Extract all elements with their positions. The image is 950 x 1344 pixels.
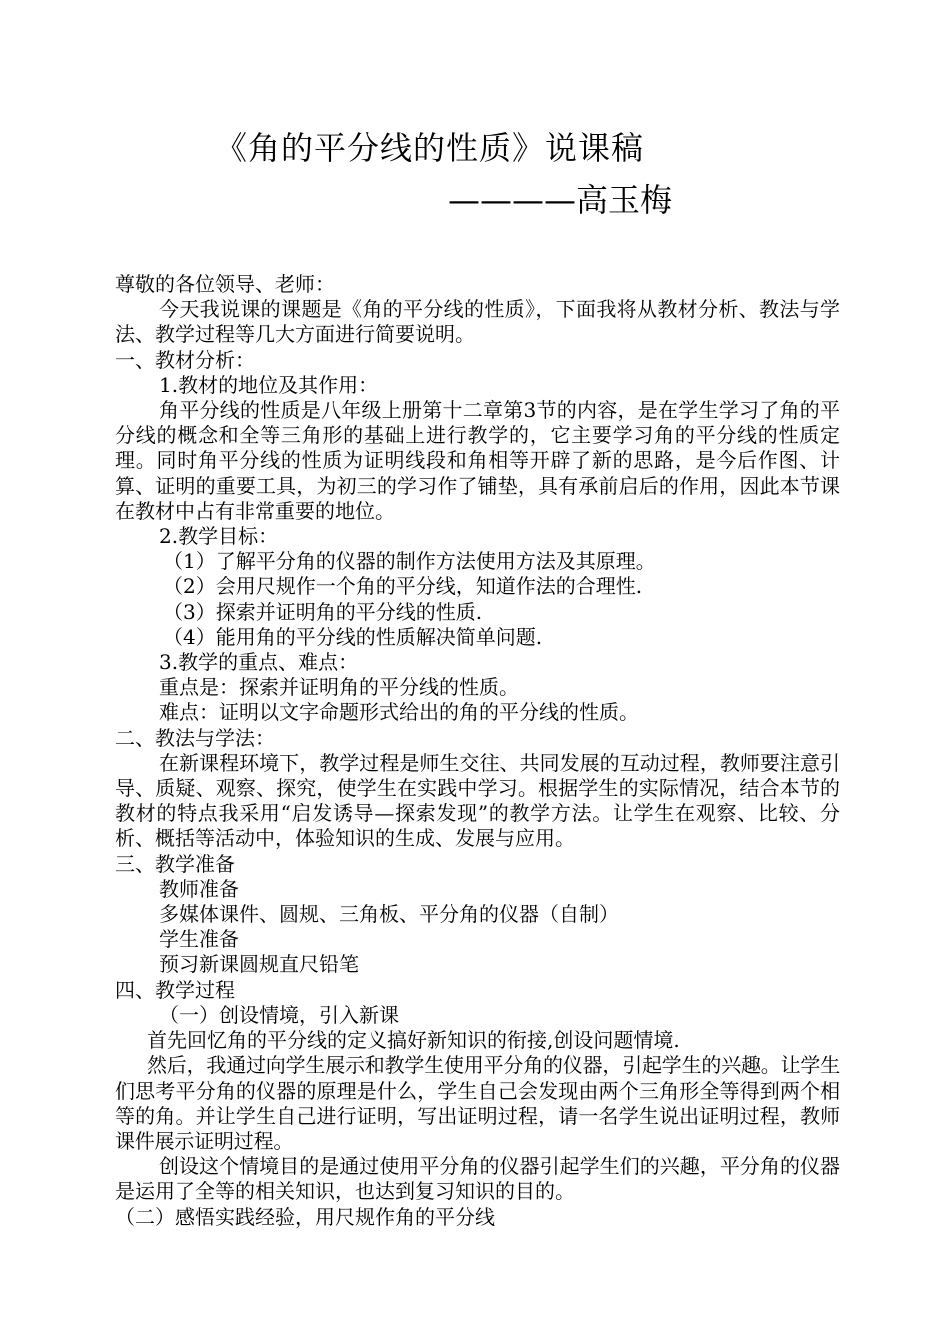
body-line: 预习新课圆规直尺铅笔: [159, 952, 359, 977]
body-paragraph: 创设这个情境目的是通过使用平分角的仪器引起学生们的兴趣，平分角的仪器是运用了全等的相关知识，也达到复习知识的目的。: [115, 1154, 840, 1204]
section-heading: 四、教学过程: [115, 977, 235, 1002]
list-item: （2）会用尺规作一个角的平分线，知道作法的合理性.: [163, 574, 643, 599]
document-body: [115, 272, 840, 1230]
section-heading: 一、教材分析：: [115, 347, 255, 372]
subsection-heading: （二）感悟实践经验，用尺规作角的平分线: [115, 1204, 495, 1229]
section-heading: 三、教学准备: [115, 851, 235, 876]
body-paragraph: 角平分线的性质是八年级上册第十二章第3节的内容，是在学生学习了角的平分线的概念和全等三角形的基础上进行教学的，它主要学习角的平分线的性质定理。同时角平分线的性质为证明线段和角相等开辟了新的思路，是今后作图、计算、证明的重要工具，为初三的学习作了铺垫，具有承前启后的作用，因此本节课在教材中占有非常重要的地位。: [115, 398, 840, 523]
section-heading: 二、教法与学法：: [115, 725, 275, 750]
list-item: （3）探索并证明角的平分线的性质.: [163, 599, 483, 624]
body-line: 多媒体课件、圆规、三角板、平分角的仪器（自制）: [159, 902, 619, 927]
list-item: （4）能用角的平分线的性质解决简单问题.: [163, 624, 543, 649]
body-paragraph: 然后，我通过向学生展示和教学生使用平分角的仪器，引起学生的兴趣。让学生们思考平分角的仪器的原理是什么，学生自己会发现由两个三角形全等得到两个相等的角。并让学生自己进行证明，写出证明过程，请一名学生说出证明过程，教师课件展示证明过程。: [115, 1053, 840, 1153]
intro-paragraph: 今天我说课的课题是《角的平分线的性质》，下面我将从教材分析、教法与学法、教学过程等几大方面进行简要说明。: [115, 297, 840, 347]
salutation: 尊敬的各位领导、老师：: [115, 272, 335, 296]
subsection-heading: 1.教材的地位及其作用：: [159, 372, 379, 397]
body-line: 学生准备: [159, 927, 239, 952]
body-line: 首先回忆角的平分线的定义搞好新知识的衔接,创设问题情境.: [147, 1028, 680, 1053]
document-title: 《角的平分线的性质》说课稿: [215, 129, 645, 167]
body-paragraph: 在新课程环境下，教学过程是师生交往、共同发展的互动过程，教师要注意引导、质疑、观察、探究，使学生在实践中学习。根据学生的实际情况，结合本节的教材的特点我采用“启发诱导—探索发现”的教学方法。让学生在观察、比较、分析、概括等活动中，体验知识的生成、发展与应用。: [115, 750, 840, 851]
body-line: 教师准备: [159, 876, 239, 901]
body-line: 重点是：探索并证明角的平分线的性质。: [159, 675, 519, 700]
body-line: 难点：证明以文字命题形式给出的角的平分线的性质。: [159, 700, 639, 725]
author-line: ————高玉梅: [448, 181, 673, 219]
subsection-heading: 2.教学目标：: [159, 524, 279, 549]
subsection-heading: 3.教学的重点、难点：: [159, 650, 359, 675]
list-item: （1）了解平分角的仪器的制作方法使用方法及其原理。: [163, 549, 656, 574]
subsection-heading: （一）创设情境，引入新课: [159, 1002, 399, 1027]
